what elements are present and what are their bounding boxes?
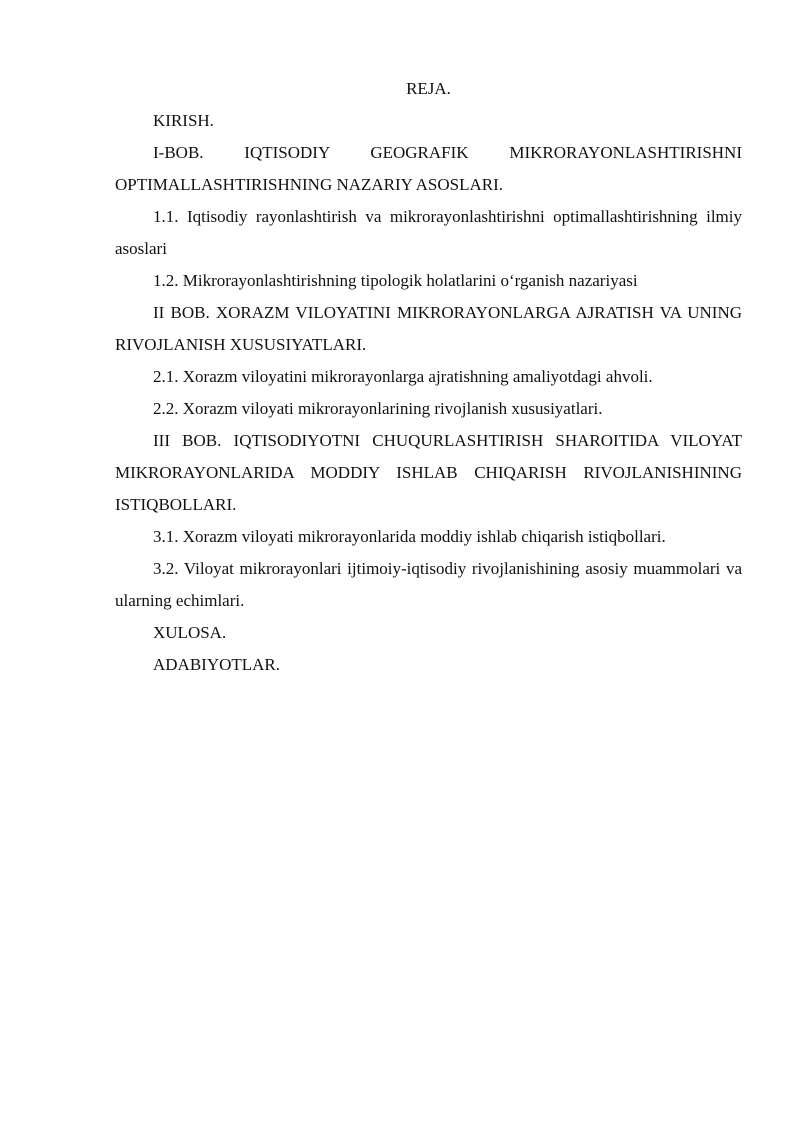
toc-item-chapter-1: I-BOB. IQTISODIY GEOGRAFIK MIKRORAYONLASHTIRISHNI OPTIMALLASHTIRISHNING NAZARIY ASOSLARI. (115, 143, 742, 194)
toc-item-2-2: 2.2. Xorazm viloyati mikrorayonlarining rivojlanish xususiyatlari. (153, 399, 603, 418)
toc-item-3-2: 3.2. Viloyat mikrorayonlari ijtimoiy-iqtisodiy rivojlanishining asosiy muammolari va ularning echimlari. (115, 559, 742, 610)
toc-item-chapter-2: II BOB. XORAZM VILOYATINI MIKRORAYONLARGA AJRATISH VA UNING RIVOJLANISH XUSUSIYATLARI. (115, 303, 742, 354)
toc-item-conclusion: XULOSA. (153, 623, 227, 642)
toc-item-introduction: KIRISH. (153, 111, 214, 130)
toc-item-1-2: 1.2. Mikrorayonlashtirishning tipologik holatlarini o‘rganish nazariyasi (153, 271, 638, 290)
toc-item-1-1: 1.1. Iqtisodiy rayonlashtirish va mikrorayonlashtirishni optimallashtirishning ilmiy asoslari (115, 207, 742, 258)
toc-item-2-1: 2.1. Xorazm viloyatini mikrorayonlarga ajratishning amaliyotdagi ahvoli. (153, 367, 653, 386)
toc-item-3-1: 3.1. Xorazm viloyati mikrorayonlarida moddiy ishlab chiqarish istiqbollari. (153, 527, 666, 546)
page-title: REJA. (406, 79, 451, 98)
toc-item-references: ADABIYOTLAR. (153, 655, 281, 674)
toc-item-chapter-3: III BOB. IQTISODIYOTNI CHUQURLASHTIRISH SHAROITIDA VILOYAT MIKRORAYONLARIDA MODDIY ISHLAB CHIQARISH RIVOJLANISHINING ISTIQBOLLARI. (115, 431, 742, 514)
